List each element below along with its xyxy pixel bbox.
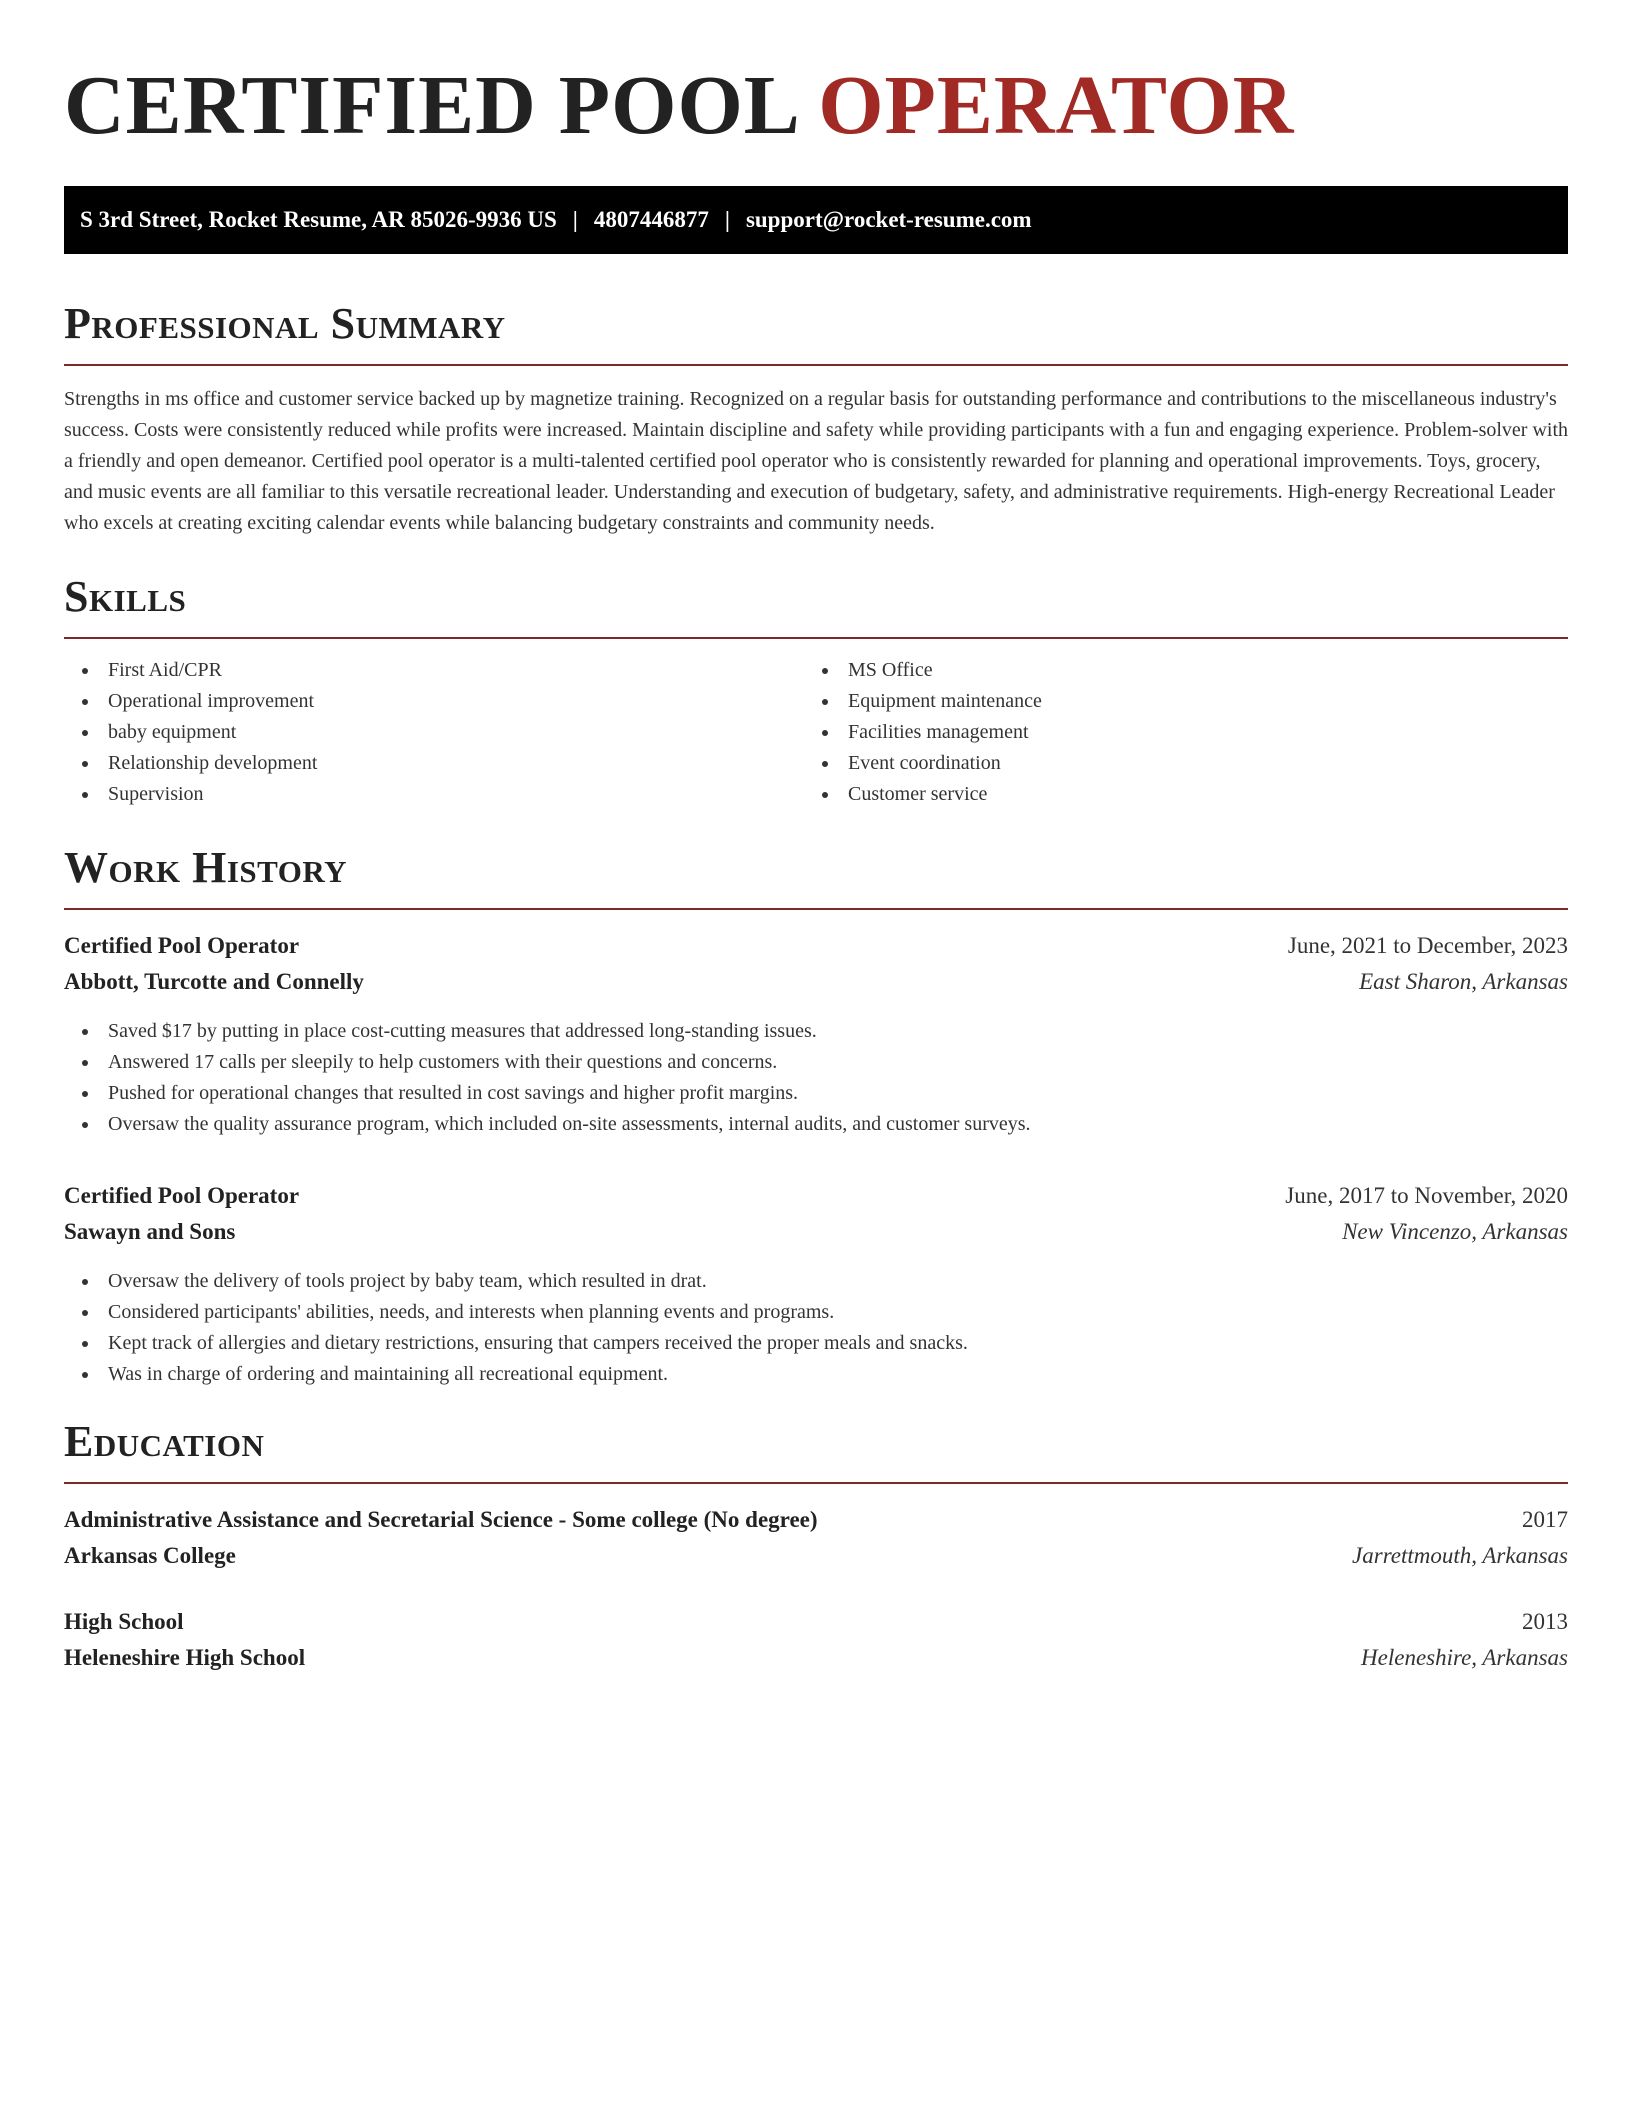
resume-name [64,56,1568,156]
job-entry [64,1178,1568,1390]
section-divider [64,908,1568,910]
summary-heading: Professional Summary [64,299,506,348]
job-bullet: Oversaw the quality assurance program, which included on-site assessments, internal audits, and customer surveys. [64,1109,1568,1140]
skill-item: Operational improvement [64,686,804,717]
education-school-row [64,1640,1568,1676]
education-degree-row [64,1604,1568,1640]
job-dates: June, 2017 to November, 2020 [1285,1183,1568,1208]
education-entry [64,1604,1568,1676]
section-divider [64,1482,1568,1484]
job-bullet: Was in charge of ordering and maintaining all recreational equipment. [64,1359,1568,1390]
job-company-row [64,964,1568,1000]
education-location: Jarrettmouth, Arkansas [1352,1543,1568,1568]
job-title-row [64,928,1568,964]
skill-item: Event coordination [804,748,1544,779]
contact-phone: 4807446877 [593,207,709,232]
job-title-row [64,1178,1568,1214]
skill-item: Equipment maintenance [804,686,1544,717]
job-company: Sawayn and Sons [64,1219,236,1244]
skills-list-right [804,655,1544,810]
job-bullet: Answered 17 calls per sleepily to help customers with their questions and concerns. [64,1047,1568,1078]
skill-item: MS Office [804,655,1544,686]
skills-list-left [64,655,804,810]
education-year: 2013 [1522,1609,1568,1634]
job-bullet: Kept track of allergies and dietary restrictions, ensuring that campers received the proper meals and snacks. [64,1328,1568,1359]
job-bullet: Considered participants' abilities, needs, and interests when planning events and programs. [64,1297,1568,1328]
job-bullet: Saved $17 by putting in place cost-cutting measures that addressed long-standing issues. [64,1016,1568,1047]
summary-section [64,300,1568,539]
section-divider [64,637,1568,639]
contact-email: support@rocket-resume.com [745,207,1032,232]
summary-text: Strengths in ms office and customer service backed up by magnetize training. Recognized on a regular basis for outstanding performance and contributions to the miscellaneous industry's success. Costs were consistently reduced while profits were increased. Maintain discipline and safety while providing participants with a fun and engaging experience. Problem-solver with a friendly and open demeanor. Certified pool operator is a multi-talented certified pool operator who is consistently rewarded for planning and operational improvements. Toys, grocery, and music events are all familiar to this versatile recreational leader. Understanding and execution of budgetary, safety, and administrative requirements. High-energy Recreational Leader who excels at creating exciting calendar events while balancing budgetary constraints and community needs. [64,388,1569,534]
education-section [64,1418,1568,1676]
education-location: Heleneshire, Arkansas [1361,1645,1568,1670]
work-heading: Work History [64,843,348,892]
skill-item: baby equipment [64,717,804,748]
skills-columns [64,655,1568,810]
job-company: Abbott, Turcotte and Connelly [64,969,364,994]
contact-separator: | [572,207,578,232]
education-year: 2017 [1522,1507,1568,1532]
skill-item: First Aid/CPR [64,655,804,686]
skill-item: Facilities management [804,717,1544,748]
job-bullets [64,1016,1568,1140]
work-section [64,844,1568,1390]
job-bullet: Oversaw the delivery of tools project by baby team, which resulted in drat. [64,1266,1568,1297]
name-part-2: OPERATOR [818,59,1295,152]
skills-heading: Skills [64,572,187,621]
education-heading: Education [64,1417,265,1466]
contact-address: S 3rd Street, Rocket Resume, AR 85026-9936 US [80,207,557,232]
job-title: Certified Pool Operator [64,933,300,958]
education-degree: High School [64,1609,184,1634]
education-school: Heleneshire High School [64,1645,306,1670]
skill-item: Customer service [804,779,1544,810]
section-divider [64,364,1568,366]
job-location: New Vincenzo, Arkansas [1342,1219,1568,1244]
job-dates: June, 2021 to December, 2023 [1287,933,1568,958]
skills-section [64,573,1568,810]
education-degree-row [64,1502,1568,1538]
job-bullets [64,1266,1568,1390]
skill-item: Supervision [64,779,804,810]
job-bullet: Pushed for operational changes that resulted in cost savings and higher profit margins. [64,1078,1568,1109]
education-school: Arkansas College [64,1543,236,1568]
job-entry [64,928,1568,1140]
education-school-row [64,1538,1568,1574]
name-part-1: CERTIFIED POOL [64,59,797,152]
job-title: Certified Pool Operator [64,1183,300,1208]
contact-bar [64,186,1568,254]
job-company-row [64,1214,1568,1250]
contact-separator: | [724,207,730,232]
job-location: East Sharon, Arkansas [1359,969,1568,994]
education-entry [64,1502,1568,1574]
education-degree: Administrative Assistance and Secretarial Science - Some college (No degree) [64,1507,818,1532]
skill-item: Relationship development [64,748,804,779]
